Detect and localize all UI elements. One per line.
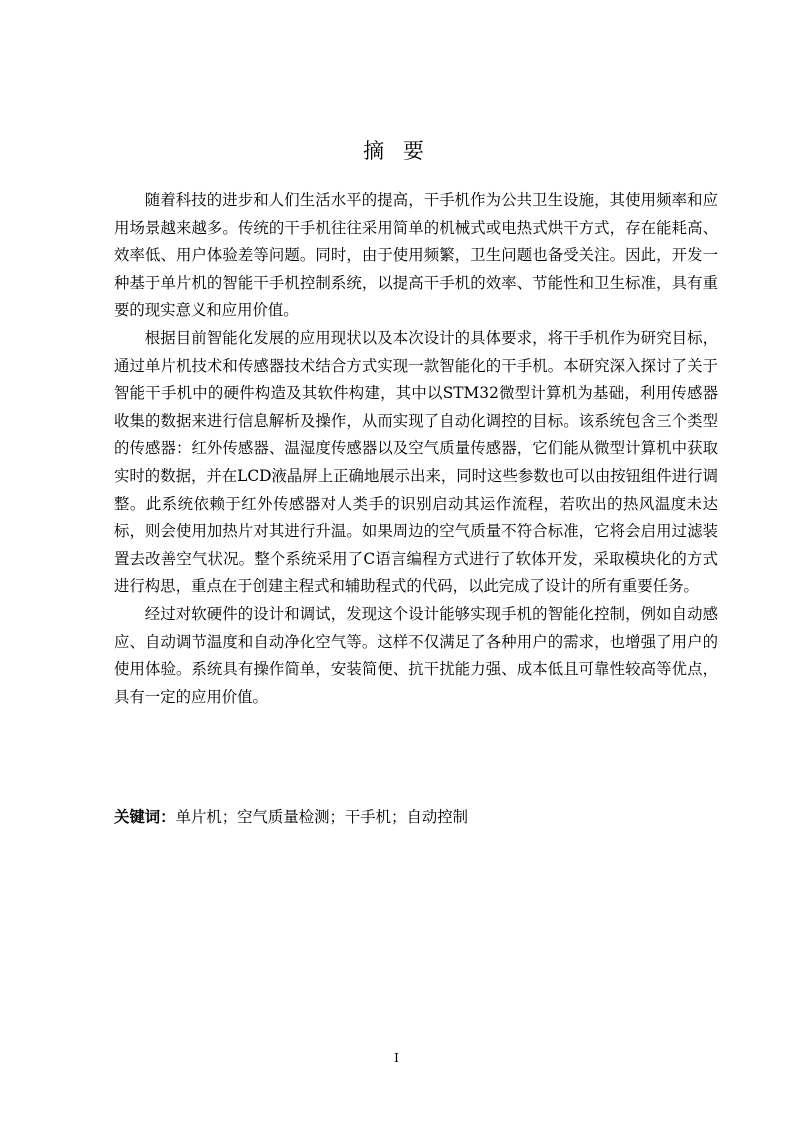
abstract-body [114,187,718,711]
keywords-line [114,803,718,831]
abstract-paragraph-3: 经过对软硬件的设计和调试，发现这个设计能够实现手机的智能化控制，例如自动感应、自动调节温度和自动净化空气等。这样不仅满足了各种用户的需求，也增强了用户的使用体验。系统具有操作简单，安装简便、抗干扰能力强、成本低且可靠性较高等优点，具有一定的应用价值。 [114,604,718,706]
abstract-paragraph-1: 随着科技的进步和人们生活水平的提高，干手机作为公共卫生设施，其使用频率和应用场景越来越多。传统的干手机往往采用简单的机械式或电热式烘干方式，存在能耗高、效率低、用户体验差等问题。同时，由于使用频繁，卫生问题也备受关注。因此，开发一种基于单片机的智能干手机控制系统，以提高干手机的效率、节能性和卫生标准，具有重要的现实意义和应用价值。 [114,191,718,320]
abstract-title: 摘 要 [363,139,430,163]
keywords-label: 关键词： [114,808,176,826]
abstract-paragraph-2: 根据目前智能化发展的应用现状以及本次设计的具体要求，将干手机作为研究目标，通过单片机技术和传感器技术结合方式实现一款智能化的干手机。本研究深入探讨了关于智能干手机中的硬件构造及其软件构建，其中以STM32微型计算机为基础，利用传感器收集的数据来进行信息解析及操作，从而实现了自动化调控的目标。该系统包含三个类型的传感器：红外传感器、温湿度传感器以及空气质量传感器，它们能从微型计算机中获取实时的数据，并在LCD液晶屏上正确地展示出来，同时这些参数也可以由按钮组件进行调整。此系统依赖于红外传感器对人类手的识别启动其运作流程，若吹出的热风温度未达标，则会使用加热片对其进行升温。如果周边的空气质量不符合标准，它将会启用过滤装置去改善空气状况。整个系统采用了C语言编程方式进行了软体开发，采取模块化的方式进行构思，重点在于创建主程式和辅助程式的代码，以此完成了设计的所有重要任务。 [114,328,718,596]
keywords-value: 单片机；空气质量检测；干手机；自动控制 [175,808,469,826]
page-number: I [394,1051,399,1065]
